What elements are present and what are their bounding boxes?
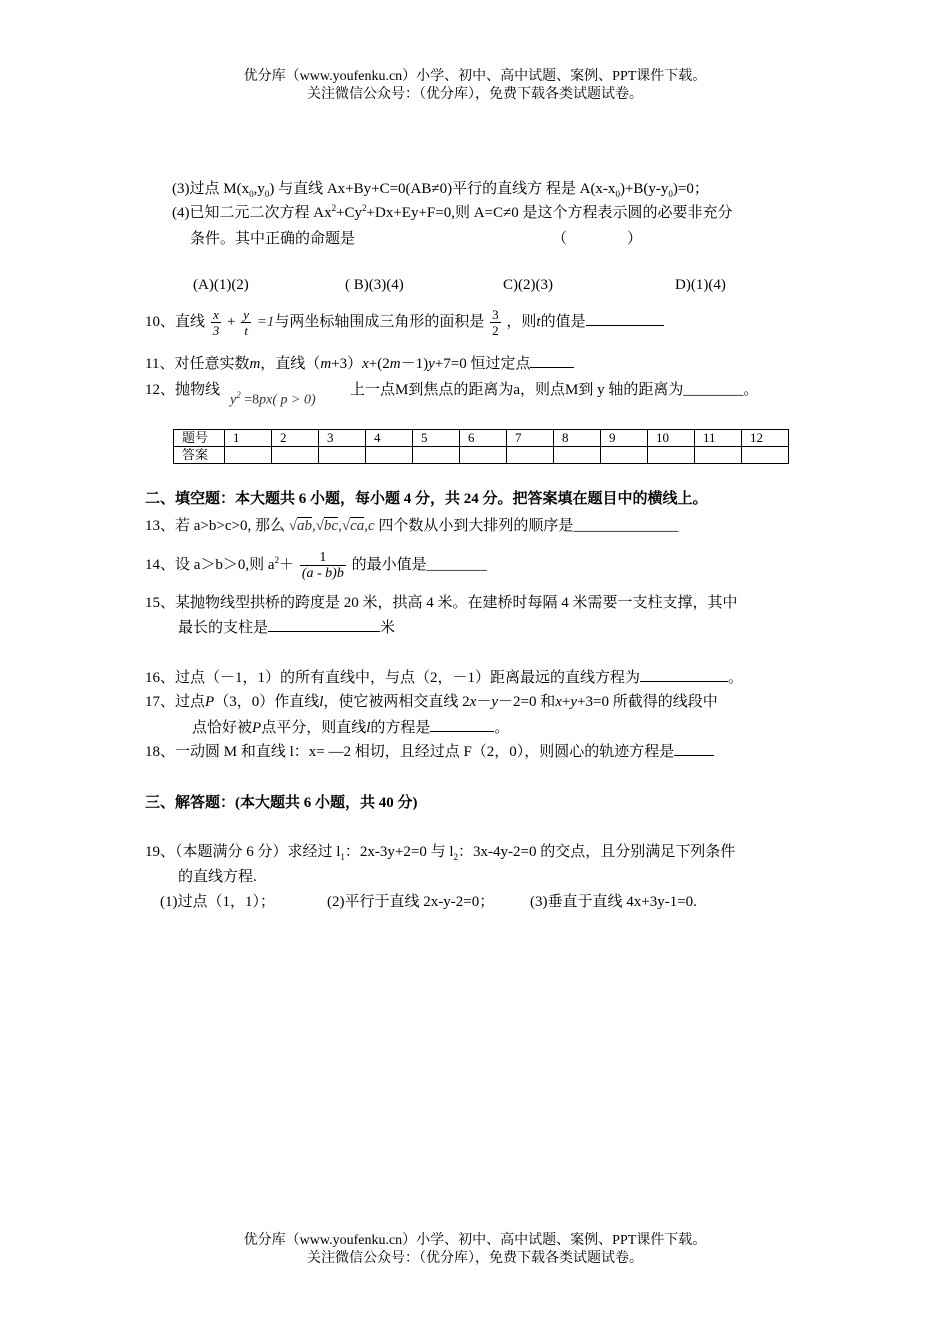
- q13: 13、若 a>b>c>0, 那么 √ab,√bc,√ca,c 四个数从小到大排列的顺序是______________: [145, 518, 679, 534]
- q15-line-1: 15、某抛物线型拱桥的跨度是 20 米，拱高 4 米。在建桥时每隔 4 米需要一支柱支撑，其中: [145, 595, 738, 611]
- answer-cell[interactable]: [413, 447, 460, 464]
- q12-suffix: 上一点M到焦点的距离为a，则点M到 y 轴的距离为________。: [350, 382, 759, 398]
- question-number-cell: 11: [695, 430, 742, 447]
- q11-answer-blank: [530, 355, 574, 368]
- q9-item-4: (4)已知二元二次方程 $Ax^2+Cy^2+Dx+Ey+F=0$,则 A=C≠0 是这个方程表示圆的必要非充分: [172, 203, 733, 221]
- answer-table: [173, 429, 789, 464]
- q14: 14、设 a＞b＞0,则 $a^2+$ $\frac{1}{(a - b)b}$ 的最小值是________: [145, 550, 487, 582]
- answer-cell[interactable]: [648, 447, 695, 464]
- q9-option-c: C)(2)(3): [503, 277, 553, 293]
- question-number-cell: 4: [366, 430, 413, 447]
- fraction-3-over-2: $\frac{3}{2}$: [492, 307, 499, 339]
- q9-option-d: D)(1)(4): [675, 277, 726, 293]
- q9-option-b: ( B)(3)(4): [345, 277, 404, 293]
- answer-cell[interactable]: [366, 447, 413, 464]
- q10-answer-blank: [586, 313, 664, 326]
- question-number-cell: 3: [319, 430, 366, 447]
- q19-part-2: (2)平行于直线 2x-y-2=0；: [327, 894, 495, 910]
- answer-cell[interactable]: [601, 447, 648, 464]
- q16-answer-blank: [640, 669, 728, 682]
- q9-item-3: (3)过点 $M(x_0,y_0)$ 与直线 Ax+By+C=0(AB≠0)平行的直线方 程是 $A(x-x_0)+B(y-y_0)=0$；: [172, 181, 709, 199]
- footer-line-1: 优分库（www.youfenku.cn）小学、初中、高中试题、案例、PPT课件下载。: [243, 1233, 707, 1248]
- q9-option-a: (A)(1)(2): [193, 277, 249, 293]
- q9-answer-paren: （ ）: [552, 231, 643, 247]
- q18-answer-blank: [674, 743, 714, 756]
- question-number-cell: 5: [413, 430, 460, 447]
- fraction-x-over-3: $\frac{x}{3}$: [212, 307, 220, 339]
- footer-line-2: 关注微信公众号：（优分库），免费下载各类试题试卷。: [307, 1251, 643, 1266]
- question-number-cell: 12: [742, 430, 789, 447]
- q15-answer-blank: [268, 619, 380, 632]
- answer-cell[interactable]: [272, 447, 319, 464]
- answer-cell[interactable]: [742, 447, 789, 464]
- answer-cell[interactable]: [460, 447, 507, 464]
- fraction-y-over-t: $\frac{y}{t}$: [243, 307, 250, 339]
- question-number-cell: 10: [648, 430, 695, 447]
- header-line-1: 优分库（www.youfenku.cn）小学、初中、高中试题、案例、PPT课件下载。: [243, 69, 707, 84]
- question-number-cell: 6: [460, 430, 507, 447]
- q11: 11、对任意实数m，直线（m+3）x+(2m－1)y+7=0 恒过定点: [145, 352, 574, 373]
- table-row: [174, 447, 789, 464]
- q19-line-2: 的直线方程.: [178, 869, 257, 885]
- answer-cell[interactable]: [554, 447, 601, 464]
- table-row-label: 题号: [174, 430, 225, 447]
- table-row-label: 答案: [174, 447, 225, 464]
- question-number-cell: 2: [272, 430, 319, 447]
- sqrt-bc: √bc: [315, 518, 339, 534]
- sqrt-ab: √ab: [288, 518, 312, 534]
- answer-cell[interactable]: [225, 447, 272, 464]
- question-number-cell: 7: [507, 430, 554, 447]
- q17-line-1: 17、过点P（3，0）作直线l，使它被两相交直线 2x－y－2=0 和x+y+3=0 所截得的线段中: [145, 694, 718, 710]
- section-2-title: 二、填空题：本大题共 6 小题，每小题 4 分，共 24 分。把答案填在题目中的横线上。: [145, 491, 708, 507]
- q15-line-2: 最长的支柱是 米: [178, 620, 396, 636]
- q12-formula: $y^2 =8px$( p > 0): [230, 390, 316, 408]
- q17-answer-blank: [430, 719, 494, 732]
- sqrt-ca: √ca: [341, 518, 365, 534]
- fraction-1-over-ab: $\frac{1}{(a - b)b}$: [301, 550, 344, 582]
- q10: 10、直线 $\frac{x}{3}$ + $\frac{y}{t}$ =1与两坐标轴围成三角形的面积是 $\frac{3}{2}$ ，则t的值是: [145, 304, 664, 340]
- answer-cell[interactable]: [507, 447, 554, 464]
- q12-prefix: 12、抛物线: [145, 382, 221, 398]
- q19-line-1: 19、（本题满分 6 分）求经过 $l_1$：2x-3y+2=0 与 $l_2$：3x-4y-2=0 的交点，且分别满足下列条件: [145, 844, 736, 862]
- q18: 18、一动圆 M 和直线 l：x= —2 相切，且经过点 F（2，0），则圆心的轨迹方程是: [145, 740, 714, 761]
- header-line-2: 关注微信公众号：（优分库），免费下载各类试题试卷。: [307, 87, 643, 102]
- table-row: [174, 430, 789, 447]
- section-3-title: 三、解答题：(本大题共 6 小题，共 40 分): [145, 795, 418, 811]
- answer-cell[interactable]: [319, 447, 366, 464]
- question-number-cell: 9: [601, 430, 648, 447]
- q9-item-4-continued: 条件。其中正确的命题是: [190, 231, 356, 247]
- q17-line-2: 点恰好被P点平分，则直线l的方程是 。: [192, 720, 510, 736]
- answer-cell[interactable]: [695, 447, 742, 464]
- question-number-cell: 8: [554, 430, 601, 447]
- q19-part-1: (1)过点（1，1）；: [160, 894, 275, 910]
- q19-part-3: (3)垂直于直线 4x+3y-1=0.: [530, 894, 697, 910]
- question-number-cell: 1: [225, 430, 272, 447]
- q16: 16、过点（－1，1）的所有直线中，与点（2，－1）距离最远的直线方程为 。: [145, 670, 744, 686]
